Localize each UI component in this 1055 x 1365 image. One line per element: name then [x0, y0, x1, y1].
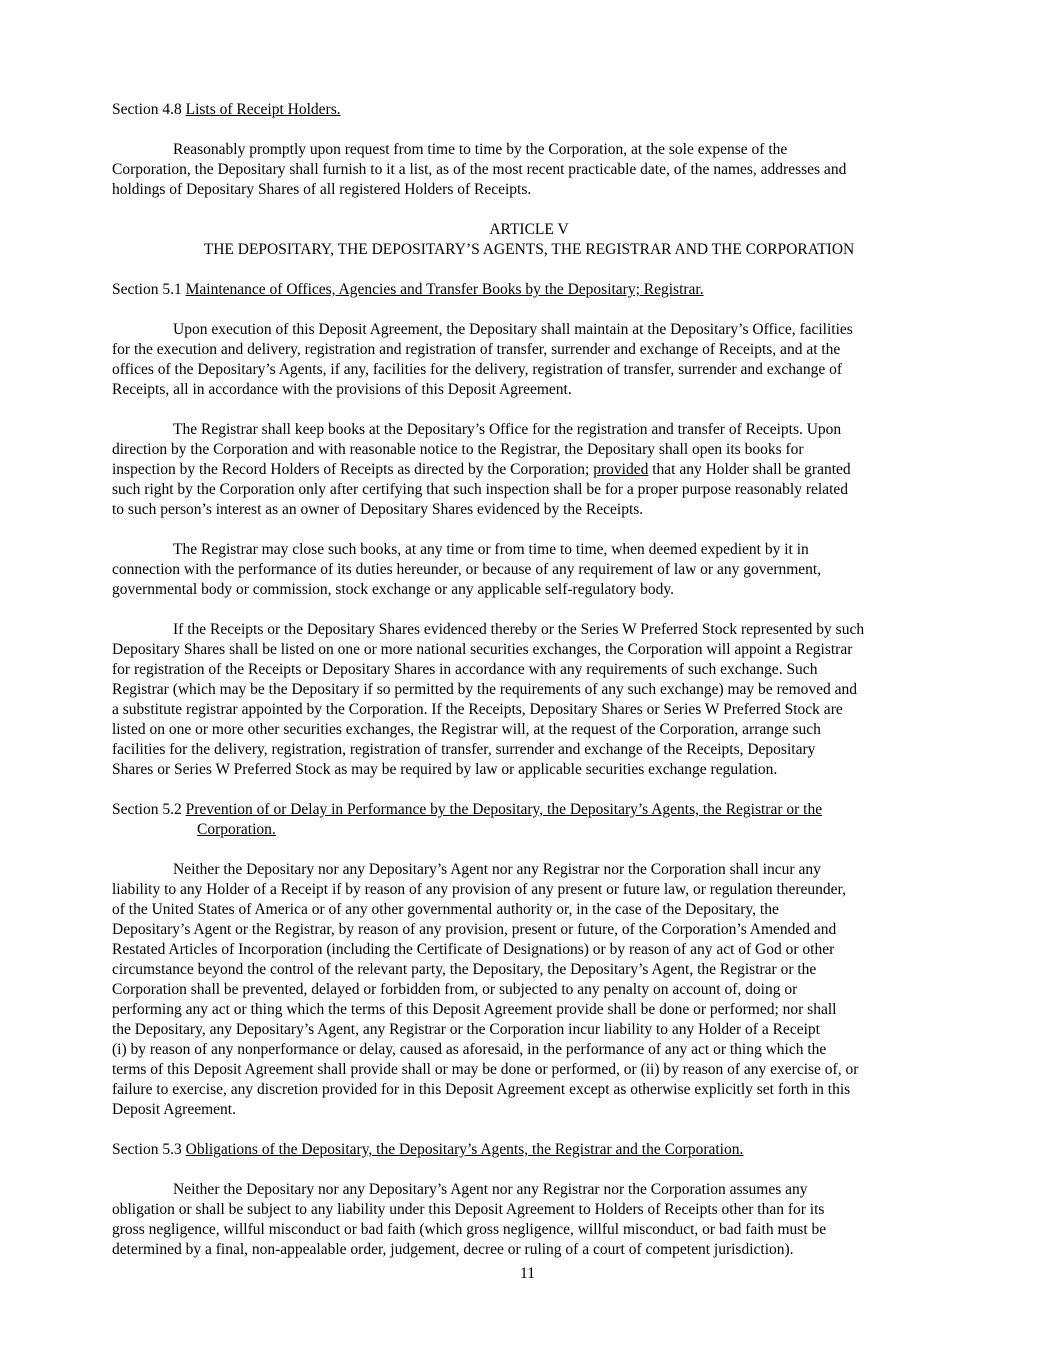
- text-line: Corporation, the Depositary shall furnish to it a list, as of the most recent practicable date, of the names, addresses and: [112, 161, 847, 178]
- provided-term: provided: [593, 461, 649, 478]
- text-line: holdings of Depositary Shares of all registered Holders of Receipts.: [112, 181, 532, 198]
- section-5-1-heading: [112, 280, 946, 300]
- text-line: Neither the Depositary nor any Depositary’s Agent nor any Registrar nor the Corporation shall incur any: [173, 861, 821, 878]
- text-line: Reasonably promptly upon request from time to time by the Corporation, at the sole expense of the: [173, 141, 788, 158]
- text-line: liability to any Holder of a Receipt if by reason of any provision of any present or future law, or regulation thereunder,: [112, 881, 846, 898]
- text-line: such right by the Corporation only after certifying that such inspection shall be for a proper purpose reasonably related: [112, 481, 849, 498]
- text-line: If the Receipts or the Depositary Shares evidenced thereby or the Series W Preferred Stock represented by such: [173, 621, 865, 638]
- text-line: to such person’s interest as an owner of Depositary Shares evidenced by the Receipts.: [112, 501, 644, 518]
- text-line: listed on one or more other securities exchanges, the Registrar will, at the request of the Corporation, arrange such: [112, 721, 821, 738]
- text-line: The Registrar shall keep books at the Depositary’s Office for the registration and transfer of Receipts. Upon: [173, 421, 842, 438]
- paragraph: [112, 320, 946, 400]
- text-line: Corporation shall be prevented, delayed or forbidden from, or subjected to any penalty on account of, doing or: [112, 981, 798, 998]
- text-line: offices of the Depositary’s Agents, if any, facilities for the delivery, registration of transfer, surrender and exchange of: [112, 361, 843, 378]
- paragraph: [112, 1180, 946, 1260]
- paragraph: [112, 540, 946, 600]
- section-title: Prevention of or Delay in Performance by the Depositary, the Depositary’s Agents, the Registrar or the: [185, 801, 823, 818]
- text-line: Depositary’s Agent or the Registrar, by reason of any provision, present or future, of the Corporation’s Amended and: [112, 921, 837, 938]
- text-line: a substitute registrar appointed by the Corporation. If the Receipts, Depositary Shares or Series W Preferred Stock are: [112, 701, 843, 718]
- text-line: failure to exercise, any discretion provided for in this Deposit Agreement except as otherwise explicitly set forth in this: [112, 1081, 851, 1098]
- page-number: 11: [520, 1265, 535, 1282]
- section-5-3-heading: [112, 1140, 946, 1160]
- text-line: determined by a final, non-appealable order, judgement, decree or ruling of a court of competent jurisdiction).: [112, 1241, 794, 1258]
- article-title: THE DEPOSITARY, THE DEPOSITARY’S AGENTS, THE REGISTRAR AND THE CORPORATION: [203, 241, 855, 258]
- text-line: Restated Articles of Incorporation (including the Certificate of Designations) or by reason of any act of God or other: [112, 941, 835, 958]
- text-line: Neither the Depositary nor any Depositary’s Agent nor any Registrar nor the Corporation assumes any: [173, 1181, 808, 1198]
- paragraph: [112, 620, 946, 780]
- text-line: Receipts, all in accordance with the provisions of this Deposit Agreement.: [112, 381, 572, 398]
- section-number: Section 5.3: [112, 1141, 186, 1158]
- paragraph: [112, 420, 946, 520]
- text-line: performing any act or thing which the terms of this Deposit Agreement provide shall be done or performed; nor shall: [112, 1001, 837, 1018]
- text-line: facilities for the delivery, registration, registration of transfer, surrender and exchange of the Receipts, Depositary: [112, 741, 816, 758]
- paragraph: [112, 860, 946, 1120]
- text-line: direction by the Corporation and with reasonable notice to the Registrar, the Depositary shall open its books for: [112, 441, 804, 458]
- text-line: gross negligence, willful misconduct or bad faith (which gross negligence, willful misconduct, or bad faith must be: [112, 1221, 827, 1238]
- text-line: Shares or Series W Preferred Stock as may be required by law or applicable securities exchange regulation.: [112, 761, 778, 778]
- section-title: Obligations of the Depositary, the Depositary’s Agents, the Registrar and the Corporation.: [185, 1141, 744, 1158]
- section-4-8-heading: [112, 100, 946, 120]
- text-line: Deposit Agreement.: [112, 1101, 236, 1118]
- text-line: Depositary Shares shall be listed on one or more national securities exchanges, the Corporation will appoint a Registrar: [112, 641, 853, 658]
- text-line: obligation or shall be subject to any liability under this Deposit Agreement to Holders of Receipts other than for its: [112, 1201, 825, 1218]
- document-page: [112, 100, 946, 1260]
- text-line: The Registrar may close such books, at any time or from time to time, when deemed expedient by it in: [173, 541, 809, 558]
- text-line: for registration of the Receipts or Depositary Shares in accordance with any requirements of such exchange. Such: [112, 661, 818, 678]
- text-line: for the execution and delivery, registration and registration of transfer, surrender and exchange of Receipts, and at the: [112, 341, 841, 358]
- text-line: Upon execution of this Deposit Agreement, the Depositary shall maintain at the Depositary’s Office, facilities: [173, 321, 853, 338]
- text-line: Registrar (which may be the Depositary if so permitted by the requirements of any such exchange) may be removed and: [112, 681, 858, 698]
- section-number: Section 4.8: [112, 101, 186, 118]
- text-line: connection with the performance of its duties hereunder, or because of any requirement of law or any government,: [112, 561, 822, 578]
- section-title-continued: Corporation.: [197, 821, 276, 838]
- text-line: governmental body or commission, stock exchange or any applicable self-regulatory body.: [112, 581, 674, 598]
- section-title: Lists of Receipt Holders.: [185, 101, 341, 118]
- text-line: of the United States of America or of any other governmental authority or, in the case of the Depositary, the: [112, 901, 779, 918]
- text-line: the Depositary, any Depositary’s Agent, any Registrar or the Corporation incur liability to any Holder of a Receipt: [112, 1021, 820, 1038]
- section-5-2-heading: [112, 800, 946, 840]
- paragraph: [112, 140, 946, 200]
- text-line: terms of this Deposit Agreement shall provide shall or may be done or performed, or (ii) by reason of any exercise of, or: [112, 1061, 859, 1078]
- section-number: Section 5.1: [112, 281, 186, 298]
- text-line: [112, 460, 946, 480]
- text-line: (i) by reason of any nonperformance or delay, caused as aforesaid, in the performance of any act or thing which the: [112, 1041, 827, 1058]
- text-span: inspection by the Record Holders of Receipts as directed by the Corporation;: [112, 461, 594, 478]
- text-line: circumstance beyond the control of the relevant party, the Depositary, the Depositary’s Agent, the Registrar or the: [112, 961, 817, 978]
- section-title: Maintenance of Offices, Agencies and Transfer Books by the Depositary; Registrar.: [185, 281, 704, 298]
- article-number: ARTICLE V: [489, 221, 569, 238]
- section-number: Section 5.2: [112, 801, 186, 818]
- text-span: that any Holder shall be granted: [648, 461, 851, 478]
